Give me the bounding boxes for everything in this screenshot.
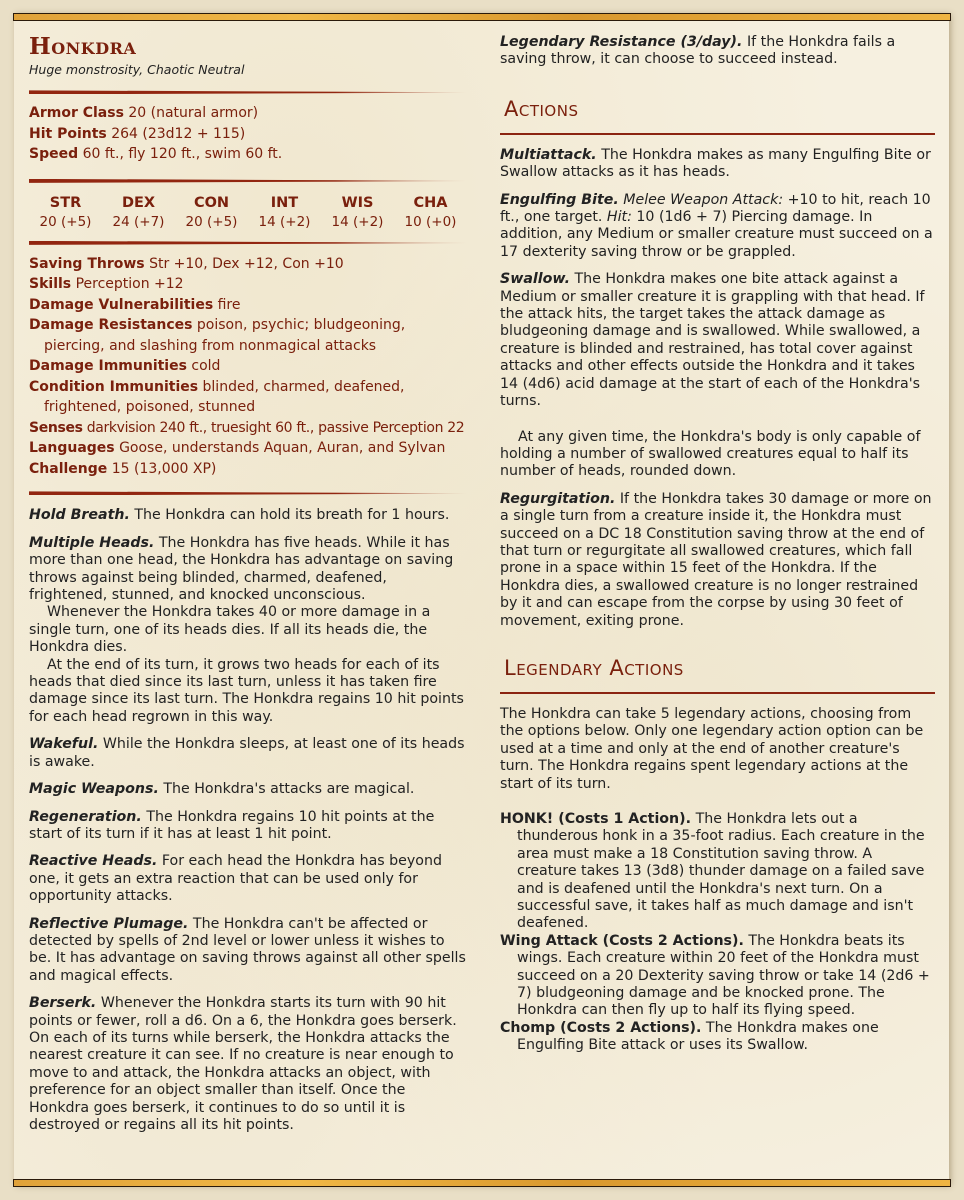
action-swallow-note: At any given time, the Honkdra's body is only capable of holding a number of swallowed creatures equal to half its number of heads, rounded down.	[500, 428, 921, 480]
top-border-bar	[13, 13, 951, 21]
legendary-actions-heading: Legendary Actions	[504, 655, 684, 680]
trait-regeneration: Regeneration. The Honkdra regains 10 hit points at the start of its turn if it has at least 1 hit point.	[29, 808, 435, 842]
property-damage-immunities: Damage Immunities cold	[29, 358, 221, 375]
monster-name: Honkdra	[29, 33, 137, 60]
legendary-action-wing-attack: Wing Attack (Costs 2 Actions). The Honkdra beats its wings. Each creature within 20 feet of the Honkdra must succeed on a 20 Dexterity saving throw or take 14 (2d6 + 7) bludgeoning damage and be knocked prone. The Honkdra can then fly up to half its flying speed.	[500, 932, 930, 1019]
trait-wakeful: Wakeful. While the Honkdra sleeps, at least one of its heads is awake.	[29, 736, 465, 770]
action-regurgitation: Regurgitation. If the Honkdra takes 30 damage or more on a single turn from a creature inside it, the Honkdra must succeed on a DC 18 Constitution saving throw at the end of that turn or regurgitate all swallowed creatures, which fall prone in a space within 15 feet of the Honkdra. If the Honkdra dies, a swallowed creature is no longer restrained by it and can escape from the corpse by using 30 feet of movement, exiting prone.	[500, 490, 932, 629]
property-damage-resistances: Damage Resistances poison, psychic; bludgeoning, piercing, and slashing from nonmagical attacks	[29, 317, 406, 354]
ability-str: STR 20 (+5)	[39, 194, 92, 230]
stat-block-page	[14, 14, 949, 1186]
trait-legendary-resistance: Legendary Resistance (3/day). If the Honkdra fails a saving throw, it can choose to succeed instead.	[500, 34, 896, 68]
ability-dex: DEX 24 (+7)	[112, 194, 165, 230]
property-skills: Skills Perception +12	[29, 276, 184, 293]
action-engulfing-bite: Engulfing Bite. Melee Weapon Attack: +10 to hit, reach 10 ft., one target. Hit: 10 (1d6 + 7) Piercing damage. In addition, any Medium or smaller creature must succeed on a 17 dexterity saving throw or be grappled.	[500, 191, 933, 260]
property-senses: Senses darkvision 240 ft., truesight 60 ft., passive Perception 22	[29, 419, 465, 436]
divider	[29, 179, 467, 183]
left-column	[29, 20, 467, 1144]
ability-wis: WIS 14 (+2)	[331, 194, 384, 230]
property-condition-immunities: Condition Immunities blinded, charmed, deafened, frightened, poisoned, stunned	[29, 378, 405, 416]
property-challenge: Challenge 15 (13,000 XP)	[29, 460, 217, 477]
basic-stats	[29, 103, 467, 165]
actions-heading: Actions	[504, 96, 579, 121]
divider	[29, 491, 467, 495]
ability-con: CON 20 (+5)	[185, 194, 238, 230]
action-swallow: Swallow. The Honkdra makes one bite attack against a Medium or smaller creature it is grappling with that head. If the attack hits, the target takes the attack damage as bludgeoning damage and is swallowed. While swallowed, a creature is blinded and restrained, has total cover against attacks and other effects outside the Honkdra and it takes 14 (4d6) acid damage at the start of each of the Honkdra's turns.	[500, 271, 925, 410]
monster-subtitle: Huge monstrosity, Chaotic Neutral	[29, 62, 245, 77]
right-column	[500, 34, 935, 1055]
trait-multiple-heads: Multiple Heads. The Honkdra has five heads. While it has more than one head, the Honkdra has advantage on saving throws against being blinded, charmed, deafened, frightened, stunned, and knocked unconscious. Whenever the Honkdra takes 40 or more damage in a single turn, one of its heads dies. If all its heads die, the Honkdra dies. At the end of its turn, it grows two heads for each of its heads that died since its last turn, unless it has taken fire damage since its last turn. The Honkdra regains 10 hit points for each head regrown in this way.	[29, 534, 464, 725]
legendary-actions-rule	[500, 692, 935, 694]
legendary-action-chomp: Chomp (Costs 2 Actions). The Honkdra makes one Engulfing Bite attack or uses its Swallow.	[500, 1019, 879, 1054]
trait-berserk: Berserk. Whenever the Honkdra starts its turn with 90 hit points or fewer, roll a d6. On a 6, the Honkdra goes berserk. On each of its turns while berserk, the Honkdra attacks the nearest creature it can see. If no creature is near enough to move to and attack, the Honkdra attacks an object, with preference for an object smaller than itself. Once the Honkdra goes berserk, it continues to do so until it is destroyed or regains all its hit points.	[29, 995, 457, 1133]
speed: Speed 60 ft., fly 120 ft., swim 60 ft.	[29, 146, 283, 163]
trait-reactive-heads: Reactive Heads. For each head the Honkdra has beyond one, it gets an extra reaction that can be used only for opportunity attacks.	[29, 853, 442, 905]
property-languages: Languages Goose, understands Aquan, Auran, and Sylvan	[29, 440, 446, 457]
trait-magic-weapons: Magic Weapons. The Honkdra's attacks are magical.	[29, 781, 415, 798]
property-damage-vulnerabilities: Damage Vulnerabilities fire	[29, 296, 241, 313]
legendary-action-honk: HONK! (Costs 1 Action). The Honkdra lets out a thunderous honk in a 35-foot radius. Each creature in the area must make a 18 Constitution saving throw. A creature takes 13 (3d8) thunder damage on a failed save and is deafened until the Honkdra's next turn. On a successful save, it takes half as much damage and isn't deafened.	[500, 811, 925, 932]
armor-class: Armor Class 20 (natural armor)	[29, 105, 259, 122]
bottom-border-bar	[13, 1179, 951, 1187]
ability-int: INT 14 (+2)	[258, 194, 311, 230]
actions-rule	[500, 133, 935, 135]
legendary-intro: The Honkdra can take 5 legendary actions, choosing from the options below. Only one legendary action option can be used at a time and only at the end of another creature's turn. The Honkdra regains spent legendary actions at the start of its turn.	[500, 705, 924, 792]
divider	[29, 90, 467, 94]
ability-scores	[29, 194, 467, 231]
divider	[29, 241, 467, 245]
properties-list	[29, 254, 467, 480]
trait-reflective-plumage: Reflective Plumage. The Honkdra can't be affected or detected by spells of 2nd level or lower unless it wishes to be. It has advantage on saving throws against all other spells and magical effects.	[29, 915, 466, 984]
trait-hold-breath: Hold Breath. The Honkdra can hold its breath for 1 hours.	[29, 507, 450, 524]
traits-list	[29, 507, 467, 1134]
property-saving-throws: Saving Throws Str +10, Dex +12, Con +10	[29, 255, 344, 272]
ability-cha: CHA 10 (+0)	[404, 194, 457, 230]
hit-points: Hit Points 264 (23d12 + 115)	[29, 125, 246, 142]
action-multiattack: Multiattack. The Honkdra makes as many Engulfing Bite or Swallow attacks as it has heads.	[500, 146, 931, 181]
